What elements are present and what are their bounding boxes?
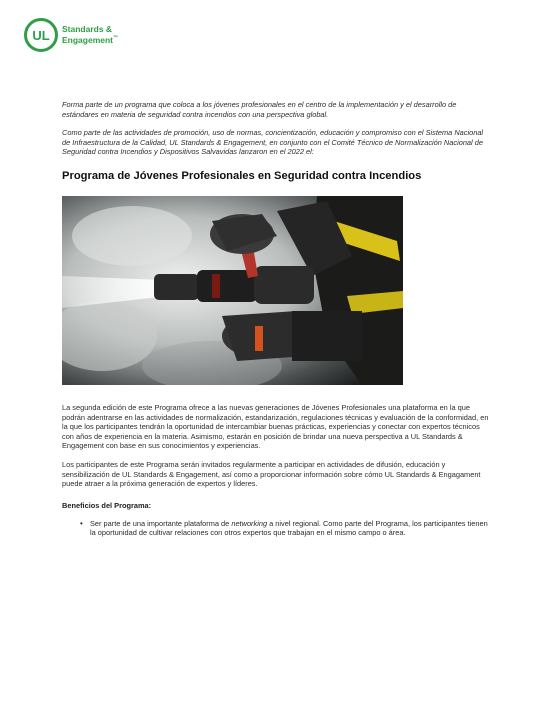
intro-paragraph-1: Forma parte de un programa que coloca a los jóvenes profesionales en el centro de la implementación y el desarrollo de estándares en materia de seguridad contra incendios con una perspectiva global. [62, 100, 457, 119]
body-paragraph-2: Los participantes de este Programa serán invitados regularmente a participar en actividades de difusión, educación y sensibilización de UL Standards & Engagement, así como a proporcionar información sobre cómo UL Standards & Engagament puede atraer a la próxima generación de expertos y líderes. [62, 459, 481, 489]
main-content [62, 100, 492, 538]
logo-line-1: Standards & [62, 23, 113, 34]
benefits-heading: Beneficios del Programa: [62, 500, 152, 510]
ul-logo-mark-text: UL [32, 28, 50, 43]
benefit-text: Ser parte de una importante plataforma de networking a nivel regional. Como parte del Programa, los participantes tienen la oportunidad de cultivar relaciones con otros expertos que trabajan en el mismo campo o área. [90, 518, 488, 538]
ul-logo-mark-icon [24, 18, 58, 52]
bullet-icon: • [80, 518, 83, 528]
body-paragraph-1: La segunda edición de este Programa ofrece a las nuevas generaciones de Jóvenes Profesionales una plataforma en la que podrán adentrarse en las actividades de normalización, estandarización, regulaciones técnicas y evaluación de la conformidad, en la que los participantes tendrán la oportunidad de intercambiar buenas prácticas, experiencias y conectar con expertos técnicos con años de experiencia en la materia. Asimismo, estarán en posición de brindar una nueva perspectiva a UL Standards & Engagement con base en sus conocimientos y experiencias. [62, 402, 489, 451]
ul-logo [24, 18, 118, 52]
logo-line-2: Engagement™ [62, 34, 119, 45]
benefits-list [62, 519, 492, 538]
benefit-item [80, 519, 492, 538]
firefighter-hose-photo [62, 196, 403, 385]
page-title: Programa de Jóvenes Profesionales en Seguridad contra Incendios [62, 169, 422, 182]
intro-paragraph-2: Como parte de las actividades de promoción, uso de normas, concientización, educación y compromiso con el Sistema Nacional de Infraestructura de la Calidad, UL Standards & Engagement, en conjunto con el Comité Técnico de Normalización Nacional de Seguridad contra Incendios y Dispositivos Salvavidas lanzaron en el 2022 el: [62, 128, 484, 157]
ul-logo-text [62, 25, 118, 46]
